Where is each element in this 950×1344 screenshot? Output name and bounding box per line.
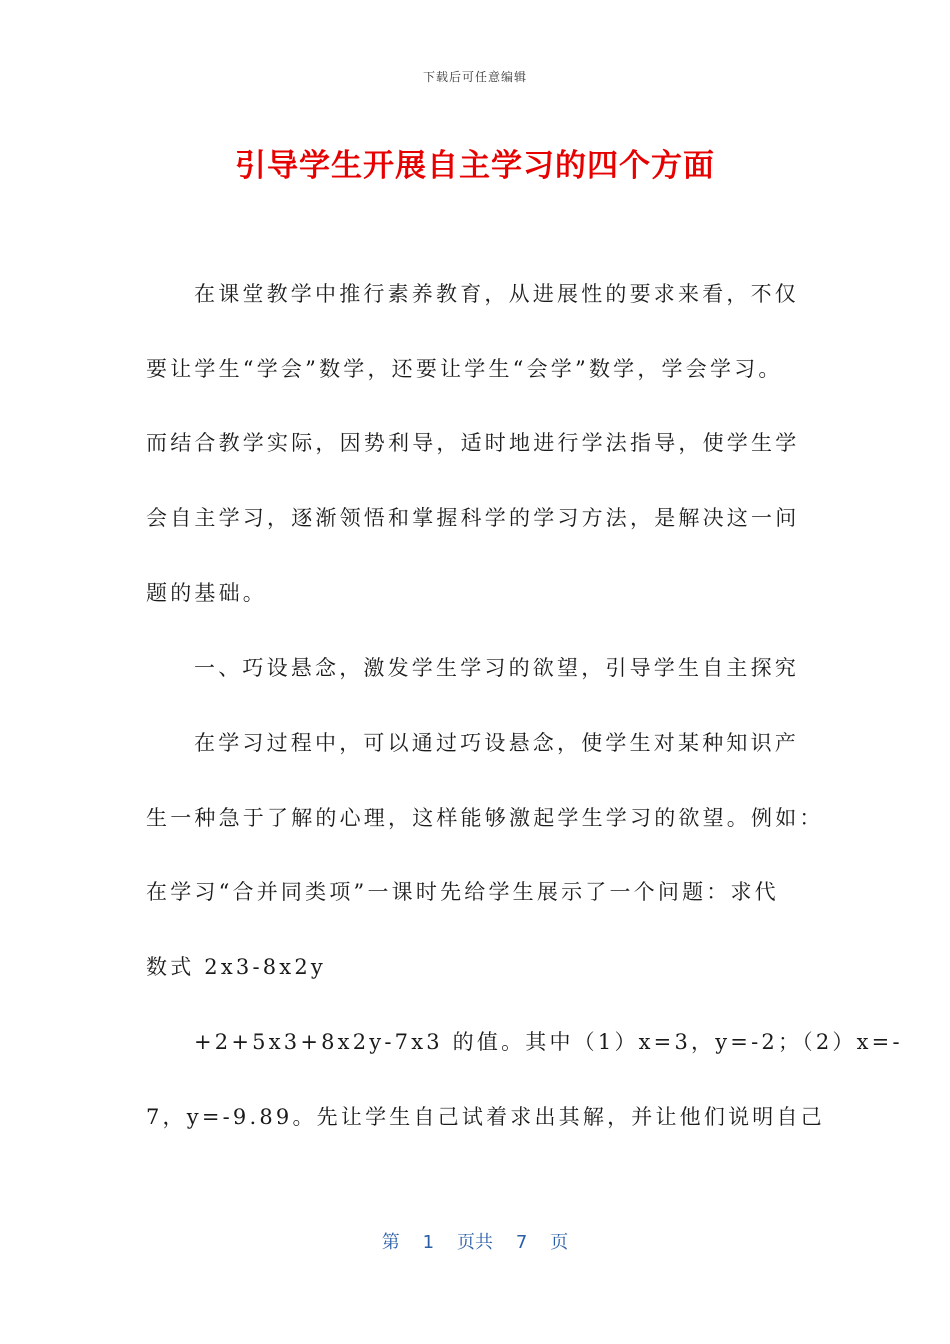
body-line: 而结合教学实际，因势利导，适时地进行学法指导，使学生学	[146, 431, 800, 455]
body-line: 要让学生“学会”数学，还要让学生“会学”数学，学会学习。	[146, 357, 783, 381]
section-heading: 一、巧设悬念，激发学生学习的欲望，引导学生自主探究	[194, 656, 799, 680]
body-line: 在学习过程中，可以通过巧设悬念，使学生对某种知识产	[194, 731, 799, 755]
body-line: 会自主学习，逐渐领悟和掌握科学的学习方法，是解决这一问	[146, 506, 800, 530]
current-page-number: 1	[422, 1232, 435, 1253]
body-line: 在学习“合并同类项”一课时先给学生展示了一个问题：求代	[146, 880, 779, 904]
body-line: 生一种急于了解的心理，这样能够激起学生学习的欲望。例如：	[146, 806, 824, 830]
document-title: 引导学生开展自主学习的四个方面	[235, 148, 715, 184]
body-line: +2+5x3+8x2y-7x3 的值。其中（1）x=3，y=-2；（2）x=-	[194, 1030, 903, 1054]
total-pages-number: 7	[515, 1232, 528, 1253]
body-line: 7，y=-9.89。先让学生自己试着求出其解，并让他们说明自己	[146, 1105, 825, 1129]
body-line: 题的基础。	[146, 581, 267, 605]
page-label-prefix: 第	[381, 1232, 400, 1253]
header-note: 下载后可任意编辑	[422, 70, 527, 84]
body-line: 在课堂教学中推行素养教育，从进展性的要求来看，不仅	[194, 282, 799, 306]
page-label-middle: 页共	[457, 1232, 493, 1253]
body-line: 数式 2x3-8x2y	[146, 955, 326, 979]
page-label-suffix: 页	[550, 1232, 569, 1253]
page-footer	[0, 1228, 950, 1254]
